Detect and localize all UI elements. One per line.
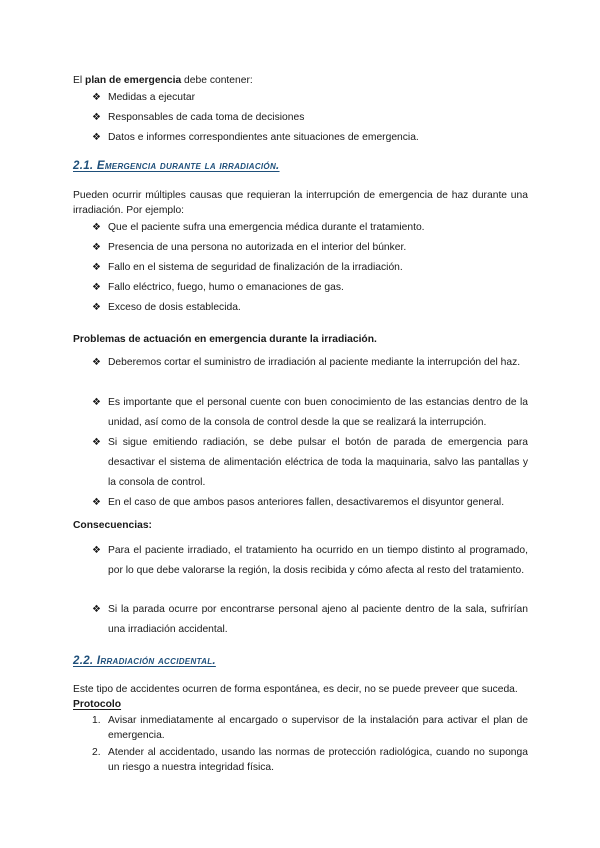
subheading-consequences: Consecuencias: xyxy=(73,520,152,531)
diamond-bullet-icon: ❖ xyxy=(92,222,101,233)
list-item-text: Es importante que el personal cuente con buen conocimiento de las estancias dentro de la unidad, así como de la consola de control desde la que se realizará la interrupción. xyxy=(108,397,528,428)
diamond-bullet-icon: ❖ xyxy=(92,397,101,408)
diamond-bullet-icon: ❖ xyxy=(92,242,101,253)
item-text: Avisar inmediatamente al encargado o supervisor de la instalación para activar el plan de emergencia. xyxy=(108,715,528,741)
numbered-item xyxy=(92,713,528,743)
list-item xyxy=(92,278,528,298)
diamond-bullet-icon: ❖ xyxy=(92,262,101,273)
list-item xyxy=(92,298,528,318)
item-number: 1. xyxy=(92,715,101,726)
section-paragraph: Este tipo de accidentes ocurren de forma espontánea, es decir, no se puede preveer que suceda. xyxy=(73,684,518,695)
list-item xyxy=(92,258,528,278)
list-item-text: Para el paciente irradiado, el tratamiento ha ocurrido en un tiempo distinto al programado, por lo que debe valorarse la región, la dosis recibida y cómo afecta al resto del tratamiento. xyxy=(108,545,528,576)
diamond-bullet-icon: ❖ xyxy=(92,112,101,123)
list-item-text: Datos e informes correspondientes ante situaciones de emergencia. xyxy=(108,132,419,143)
intro-line xyxy=(73,73,528,88)
list-item-text: Presencia de una persona no autorizada en el interior del búnker. xyxy=(108,242,407,253)
section-heading: 2.2. Irradiación accidental. xyxy=(73,655,216,667)
list-item xyxy=(92,88,528,108)
subheading-protocol: Protocolo xyxy=(73,699,122,710)
numbered-item xyxy=(92,745,528,775)
list-item-text: Deberemos cortar el suministro de irradiación al paciente mediante la interrupción del haz. xyxy=(108,357,521,368)
diamond-bullet-icon: ❖ xyxy=(92,92,101,103)
list-item xyxy=(92,493,528,513)
list-item-text: Exceso de dosis establecida. xyxy=(108,302,241,313)
diamond-bullet-icon: ❖ xyxy=(92,132,101,143)
intro-prefix: El xyxy=(73,75,86,86)
subheading-problems: Problemas de actuación en emergencia durante la irradiación. xyxy=(73,334,377,345)
list-item xyxy=(92,108,528,128)
diamond-bullet-icon: ❖ xyxy=(92,357,101,368)
list-item-text: Fallo en el sistema de seguridad de finalización de la irradiación. xyxy=(108,262,403,273)
diamond-bullet-icon: ❖ xyxy=(92,437,101,448)
list-item-text: Responsables de cada toma de decisiones xyxy=(108,112,305,123)
intro-bold: plan de emergencia xyxy=(85,75,182,86)
list-item-text: Medidas a ejecutar xyxy=(108,92,196,103)
diamond-bullet-icon: ❖ xyxy=(92,604,101,615)
list-item xyxy=(92,433,528,493)
list-item xyxy=(92,238,528,258)
list-item xyxy=(92,128,528,148)
diamond-bullet-icon: ❖ xyxy=(92,545,101,556)
section-paragraph: Pueden ocurrir múltiples causas que requieran la interrupción de emergencia de haz durante una irradiación. Por ejemplo: xyxy=(73,190,528,216)
list-item-text: Si sigue emitiendo radiación, se debe pulsar el botón de parada de emergencia para desactivar el sistema de alimentación eléctrica de toda la maquinaria, salvo las pantallas y la consola de control. xyxy=(108,437,528,488)
item-text: Atender al accidentado, usando las normas de protección radiológica, cuando no suponga un riesgo a nuestra integridad física. xyxy=(108,747,528,773)
list-item-text: Que el paciente sufra una emergencia médica durante el tratamiento. xyxy=(108,222,425,233)
diamond-bullet-icon: ❖ xyxy=(92,497,101,508)
item-number: 2. xyxy=(92,747,101,758)
list-item xyxy=(92,353,528,373)
list-item xyxy=(92,600,528,640)
list-item xyxy=(92,393,528,433)
diamond-bullet-icon: ❖ xyxy=(92,282,101,293)
section-heading: 2.1. Emergencia durante la irradiación. xyxy=(73,160,280,172)
diamond-bullet-icon: ❖ xyxy=(92,302,101,313)
list-item-text: Si la parada ocurre por encontrarse personal ajeno al paciente dentro de la sala, sufrirían una irradiación accidental. xyxy=(108,604,528,635)
list-item xyxy=(92,218,528,238)
list-item-text: Fallo eléctrico, fuego, humo o emanaciones de gas. xyxy=(108,282,344,293)
intro-suffix: debe contener: xyxy=(181,75,253,86)
list-item xyxy=(92,541,528,581)
list-item-text: En el caso de que ambos pasos anteriores fallen, desactivaremos el disyuntor general. xyxy=(108,497,505,508)
